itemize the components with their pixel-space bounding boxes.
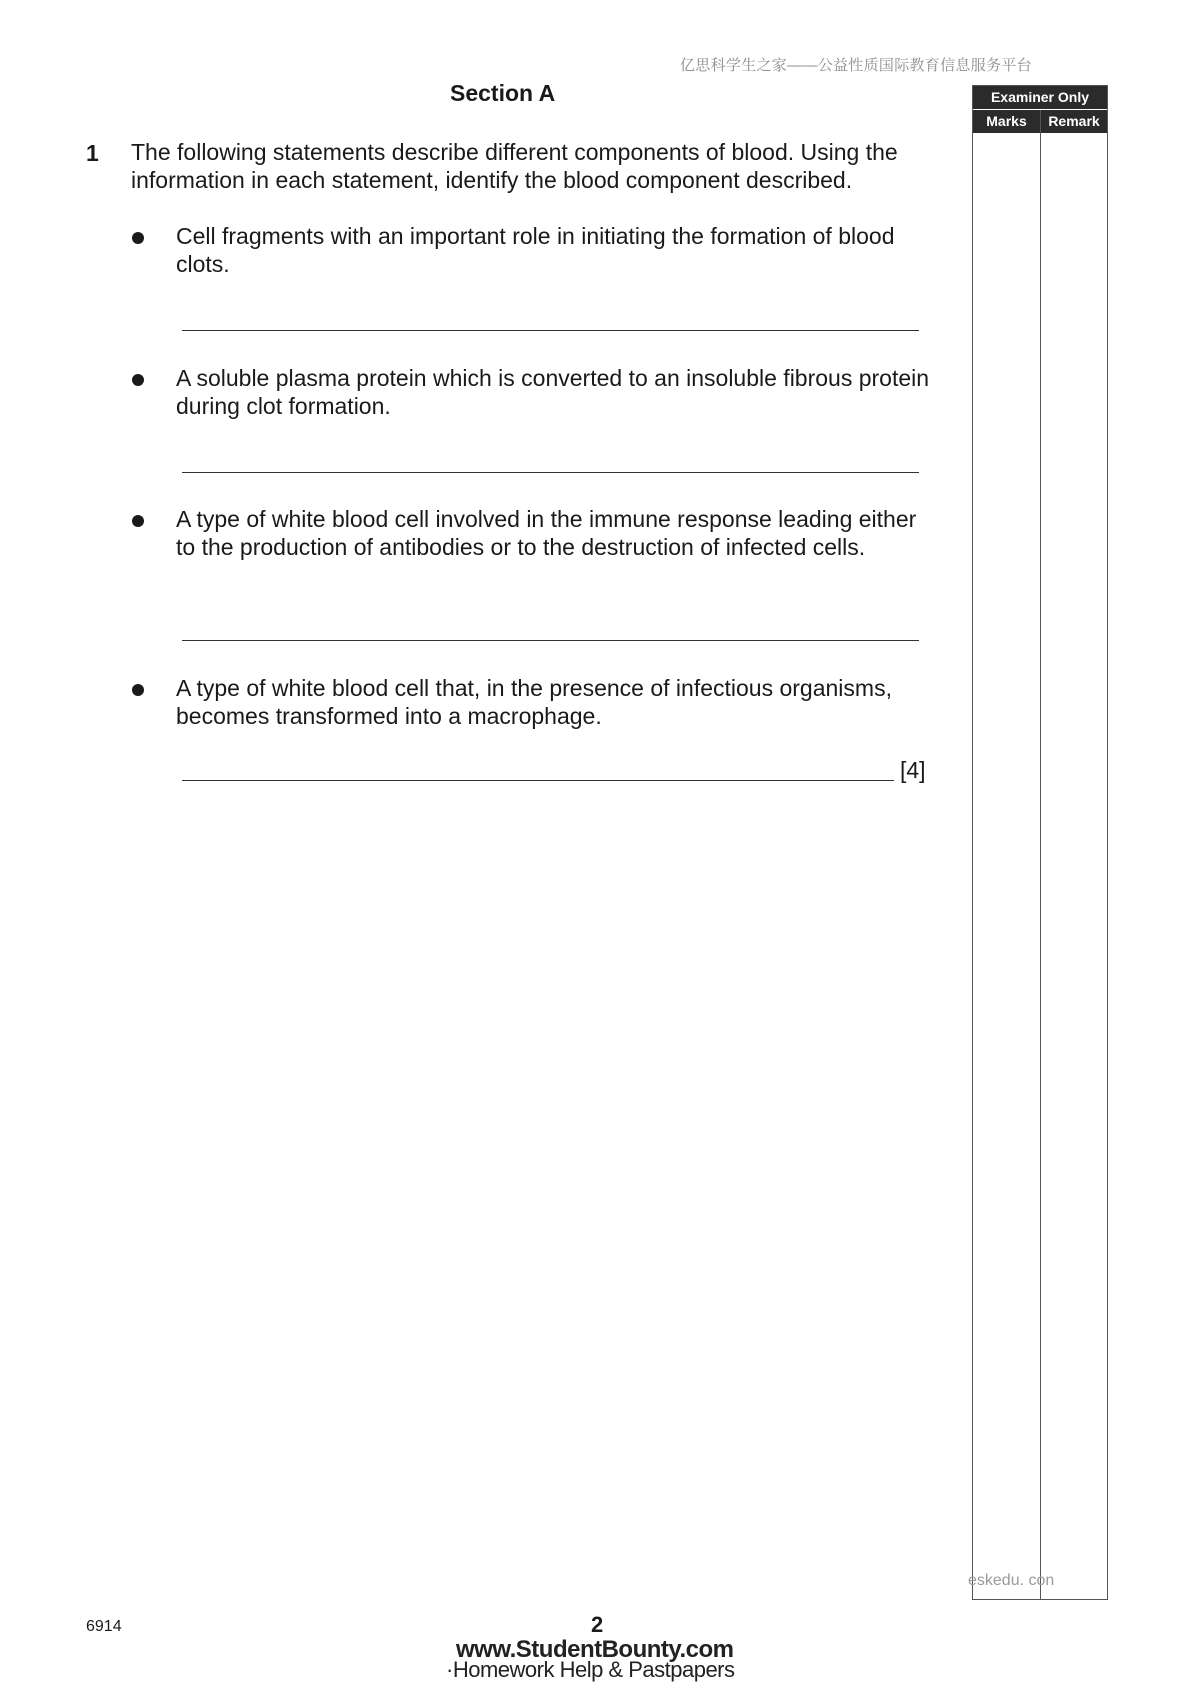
- studentbounty-tagline: ·Homework Help & Pastpapers: [446, 1657, 735, 1682]
- paper-code: 6914: [86, 1618, 122, 1635]
- bullet-text-3: A type of white blood cell involved in the immune response leading either to the production of antibodies or to the destruction of infected cells.: [176, 506, 917, 560]
- header-watermark: 亿思科学生之家——公益性质国际教育信息服务平台: [680, 57, 1032, 74]
- margin-watermark: eskedu. con: [968, 1572, 1055, 1589]
- bullet-text-4: A type of white blood cell that, in the presence of infectious organisms, becomes transformed into a macrophage.: [176, 675, 892, 729]
- answer-line-1[interactable]: [182, 330, 919, 331]
- bullet-icon: [132, 374, 144, 386]
- examiner-only-header: Examiner Only: [973, 86, 1107, 109]
- bullet-icon: [132, 515, 144, 527]
- marks-allocation: [4]: [900, 757, 926, 783]
- examiner-column: [972, 85, 1108, 1600]
- answer-line-3[interactable]: [182, 640, 919, 641]
- section-title: Section A: [450, 80, 556, 106]
- question-text: The following statements describe different components of blood. Using the information in each statement, identify the blood component described.: [131, 139, 898, 193]
- bullet-text-2: A soluble plasma protein which is converted to an insoluble fibrous protein during clot formation.: [176, 365, 930, 419]
- remark-column-header: Remark: [1041, 110, 1107, 133]
- examiner-column-divider: [1040, 110, 1041, 1599]
- page-number: 2: [591, 1612, 604, 1637]
- bullet-icon: [132, 232, 144, 244]
- bullet-icon: [132, 684, 144, 696]
- question-number: 1: [86, 140, 99, 166]
- marks-column-header: Marks: [973, 110, 1040, 133]
- answer-line-2[interactable]: [182, 472, 919, 473]
- answer-line-4[interactable]: [182, 780, 894, 781]
- studentbounty-url[interactable]: www.StudentBounty.com: [456, 1636, 734, 1663]
- bullet-text-1: Cell fragments with an important role in initiating the formation of blood clots.: [176, 223, 895, 277]
